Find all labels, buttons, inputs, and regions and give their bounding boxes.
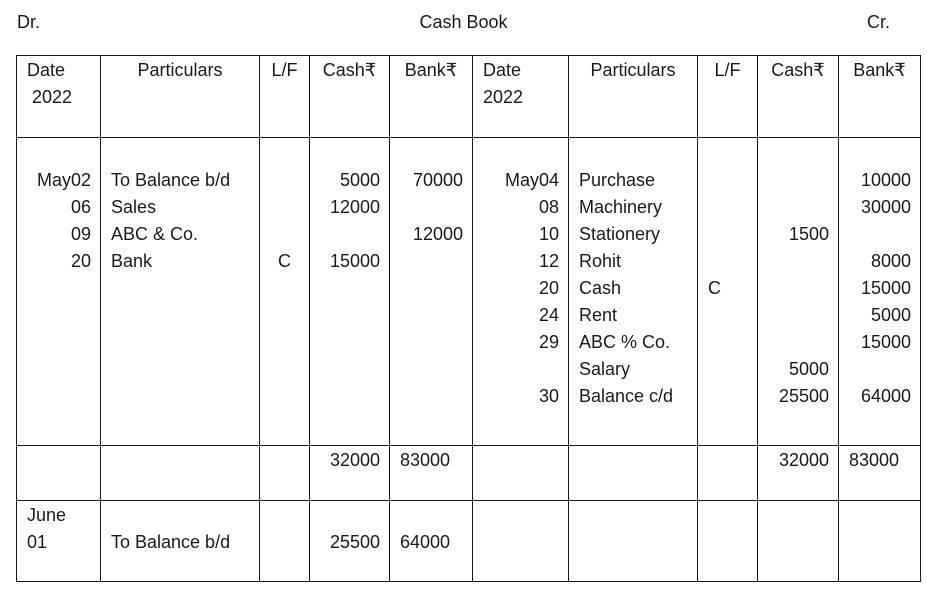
debit-cash-entry: 12000 [329, 197, 380, 217]
credit-particulars-header [569, 56, 698, 138]
cash-book-table [16, 55, 921, 582]
credit-date-header [473, 56, 569, 138]
debit-cash-label: Cash₹ [322, 60, 377, 80]
credit-lf-entry: C [708, 278, 721, 298]
credit-date-cell [473, 138, 569, 446]
credit-date-entry: 08 [538, 197, 559, 217]
balance-date-cell [17, 501, 101, 582]
credit-cash-entry: 5000 [788, 359, 829, 379]
debit-cash-total: 32000 [329, 450, 380, 470]
balance-particulars-cell [101, 501, 260, 582]
credit-date-entry: 29 [538, 332, 559, 352]
debit-date-label: Date [27, 60, 66, 80]
credit-date-entry: 24 [538, 305, 559, 325]
debit-cash-entry: 15000 [329, 251, 380, 271]
credit-bank-entry: 5000 [870, 305, 911, 325]
debit-bank-entry [390, 194, 463, 221]
debit-cash-header [310, 56, 390, 138]
debit-bank-total: 83000 [400, 450, 451, 470]
debit-date-header [17, 56, 101, 138]
credit-bank-label: Bank₹ [853, 60, 906, 80]
credit-lf-entry [708, 221, 757, 248]
debit-bank-entry [390, 248, 463, 275]
debit-cash-entry [310, 221, 380, 248]
credit-lf-entry [708, 167, 757, 194]
credit-lf-entry [708, 302, 757, 329]
credit-date-entry [473, 356, 559, 383]
credit-bank-cell [839, 138, 921, 446]
debit-lf-header [260, 56, 310, 138]
credit-bank-entry [839, 221, 911, 248]
debit-lf-cell [260, 138, 310, 446]
credit-particulars-entry: Stationery [579, 224, 661, 244]
debit-particulars-entry: Sales [111, 197, 157, 217]
totals-empty-cell [473, 446, 569, 501]
debit-bank-total-cell [390, 446, 473, 501]
credit-date-entry: 20 [538, 278, 559, 298]
debit-particulars-entry: To Balance b/d [111, 170, 231, 190]
balance-row [17, 501, 921, 582]
credit-cash-header [758, 56, 839, 138]
credit-date-label: Date [483, 60, 522, 80]
debit-date-entry: 06 [70, 197, 91, 217]
credit-lf-entry [708, 383, 757, 410]
debit-lf-entry [260, 167, 309, 194]
credit-cash-total: 32000 [778, 450, 829, 470]
credit-bank-entry: 30000 [860, 197, 911, 217]
balance-bank: 64000 [400, 532, 451, 552]
debit-date-entry: 09 [70, 224, 91, 244]
debit-cash-entry: 5000 [339, 170, 380, 190]
debit-particulars-entry: ABC & Co. [111, 224, 199, 244]
credit-side-label: Cr. [866, 12, 890, 32]
debit-particulars-entry: Bank [111, 251, 153, 271]
balance-cash-cell [310, 501, 390, 582]
credit-bank-entry: 64000 [860, 386, 911, 406]
credit-particulars-entry: Rohit [579, 251, 622, 271]
balance-empty-cell [473, 501, 569, 582]
credit-cash-entry [758, 329, 829, 356]
entries-row [17, 138, 921, 446]
credit-cash-entry: 25500 [778, 386, 829, 406]
balance-date-month: June [27, 505, 67, 525]
debit-lf-label: L/F [271, 60, 298, 80]
debit-date-entry: 20 [70, 251, 91, 271]
credit-lf-label: L/F [714, 60, 741, 80]
debit-bank-header [390, 56, 473, 138]
balance-empty-cell [758, 501, 839, 582]
credit-cash-entry: 1500 [788, 224, 829, 244]
debit-cash-cell [310, 138, 390, 446]
balance-empty-cell [839, 501, 921, 582]
credit-cash-label: Cash₹ [771, 60, 825, 80]
totals-empty-cell [569, 446, 698, 501]
credit-particulars-cell [569, 138, 698, 446]
credit-date-entry: 12 [538, 251, 559, 271]
balance-lf-cell [260, 501, 310, 582]
credit-bank-entry: 15000 [860, 332, 911, 352]
balance-particulars: To Balance b/d [111, 532, 231, 552]
totals-row [17, 446, 921, 501]
debit-side-label: Dr. [17, 12, 41, 32]
credit-bank-total: 83000 [849, 450, 900, 470]
debit-lf-entry [260, 194, 309, 221]
credit-particulars-entry: Salary [579, 359, 631, 379]
credit-date-entry: 10 [538, 224, 559, 244]
debit-particulars-cell [101, 138, 260, 446]
credit-particulars-entry: Cash [579, 278, 622, 298]
debit-date-entry: May02 [36, 170, 91, 190]
credit-bank-entry: 15000 [860, 278, 911, 298]
totals-empty-cell [101, 446, 260, 501]
balance-cash: 25500 [329, 532, 380, 552]
credit-cash-entry [758, 302, 829, 329]
credit-particulars-entry: Balance c/d [579, 386, 674, 406]
credit-cash-cell [758, 138, 839, 446]
credit-lf-entry [708, 248, 757, 275]
balance-empty-cell [569, 501, 698, 582]
credit-cash-entry [758, 248, 829, 275]
totals-empty-cell [260, 446, 310, 501]
credit-date-entry: 30 [538, 386, 559, 406]
credit-bank-entry: 10000 [860, 170, 911, 190]
totals-empty-cell [17, 446, 101, 501]
debit-particulars-label: Particulars [137, 60, 223, 80]
debit-lf-entry: C [278, 251, 291, 271]
credit-particulars-label: Particulars [590, 60, 676, 80]
credit-lf-cell [698, 138, 758, 446]
credit-bank-total-cell [839, 446, 921, 501]
debit-bank-label: Bank₹ [404, 60, 458, 80]
credit-lf-entry [708, 356, 757, 383]
debit-particulars-header [101, 56, 260, 138]
balance-bank-cell [390, 501, 473, 582]
credit-bank-entry [839, 356, 911, 383]
credit-bank-header [839, 56, 921, 138]
credit-lf-entry [708, 194, 757, 221]
balance-date-day: 01 [27, 532, 48, 552]
credit-cash-entry [758, 275, 829, 302]
credit-lf-entry [708, 329, 757, 356]
credit-bank-entry: 8000 [870, 251, 911, 271]
credit-particulars-entry: ABC % Co. [579, 332, 671, 352]
debit-cash-total-cell [310, 446, 390, 501]
debit-lf-entry [260, 221, 309, 248]
credit-cash-entry [758, 167, 829, 194]
debit-bank-entry: 70000 [412, 170, 463, 190]
credit-cash-entry [758, 194, 829, 221]
page-title: Cash Book [419, 12, 508, 32]
credit-particulars-entry: Machinery [579, 197, 663, 217]
debit-bank-entry: 12000 [412, 224, 463, 244]
credit-lf-header [698, 56, 758, 138]
credit-cash-total-cell [758, 446, 839, 501]
balance-empty-cell [698, 501, 758, 582]
debit-date-cell [17, 138, 101, 446]
totals-empty-cell [698, 446, 758, 501]
credit-particulars-entry: Purchase [579, 170, 656, 190]
credit-year-label: 2022 [483, 87, 524, 107]
credit-particulars-entry: Rent [579, 305, 618, 325]
debit-bank-cell [390, 138, 473, 446]
debit-year-label: 2022 [32, 87, 73, 107]
credit-date-entry: May04 [504, 170, 559, 190]
header-row [17, 56, 921, 138]
